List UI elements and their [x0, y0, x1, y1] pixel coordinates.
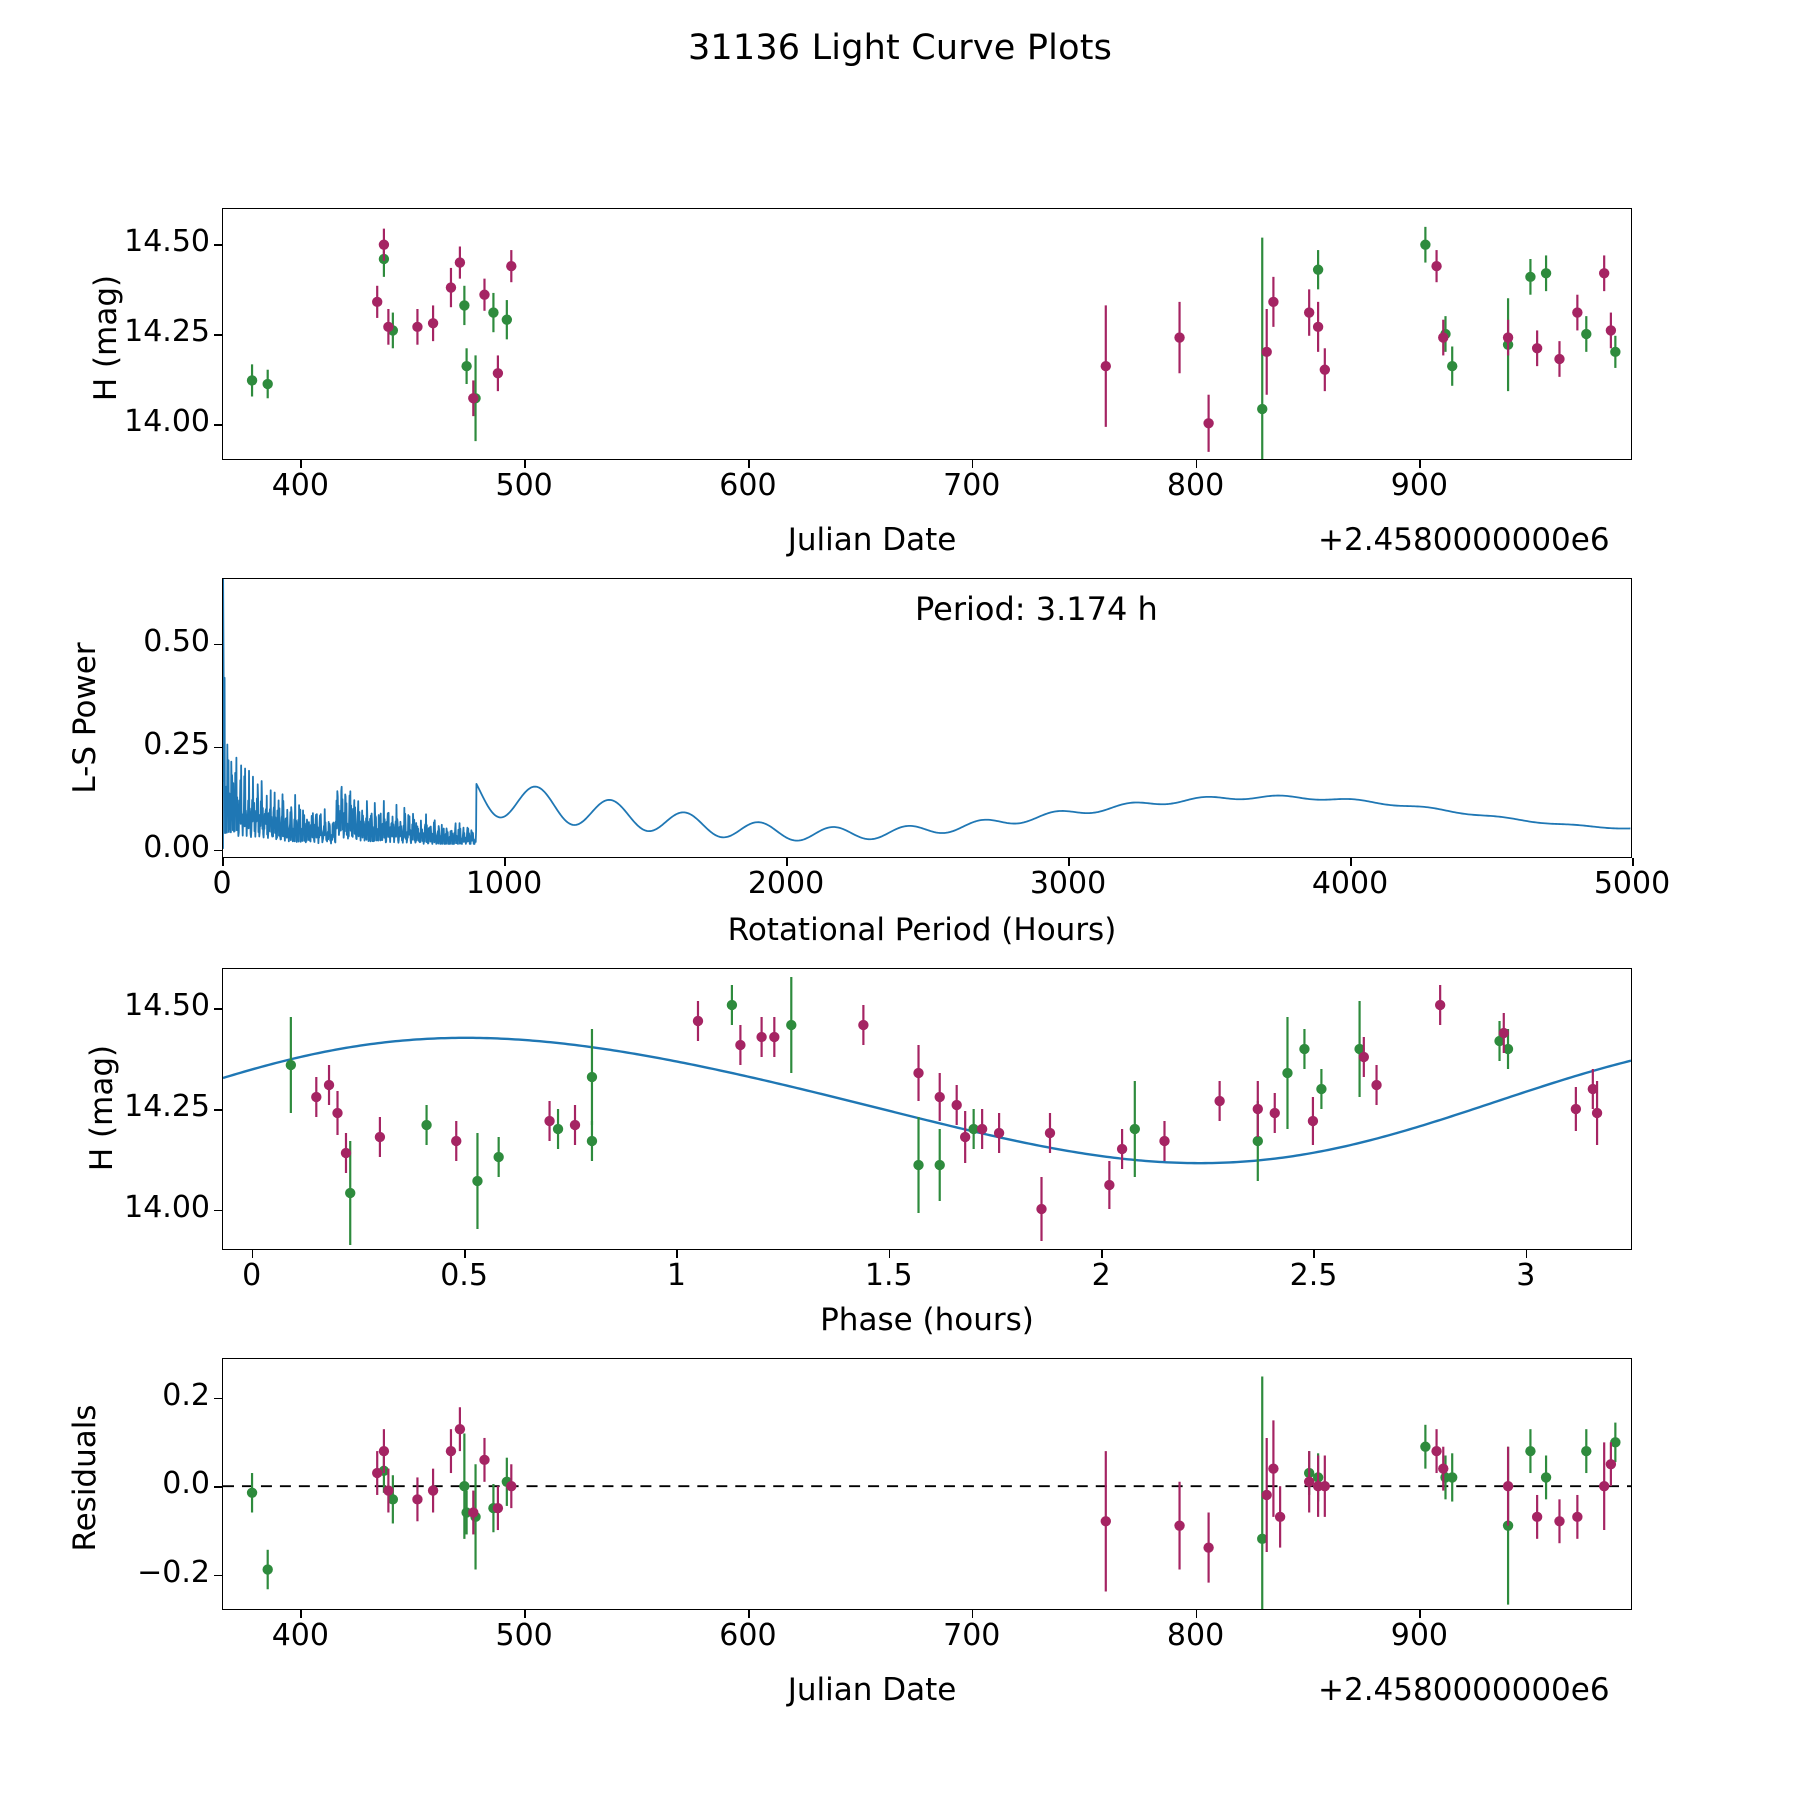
x-tick-label: 0.5: [440, 1258, 488, 1293]
phase-folded-plot-area: [223, 969, 1631, 1249]
lightcurve-panel: [222, 208, 1632, 460]
x-tick-mark: [972, 460, 974, 468]
x-tick-mark: [1196, 1610, 1198, 1618]
x-tick-label: 3: [1516, 1258, 1536, 1293]
x-tick-mark: [222, 858, 224, 866]
x-tick-label: 800: [1166, 1618, 1225, 1653]
phase-folded-panel: [222, 968, 1632, 1250]
y-tick-mark: [214, 334, 222, 336]
x-tick-mark: [1101, 1250, 1103, 1258]
x-tick-mark: [1068, 858, 1070, 866]
residuals-x-offset-label: +2.4580000000e6: [1318, 1672, 1610, 1708]
x-tick-mark: [1632, 858, 1634, 866]
y-tick-label: 0.2: [162, 1377, 210, 1413]
x-tick-label: 2: [1091, 1258, 1111, 1293]
x-tick-label: 900: [1390, 1618, 1448, 1653]
y-tick-label: 14.25: [124, 314, 210, 349]
x-tick-mark: [300, 1610, 302, 1618]
x-tick-label: 5000: [1593, 866, 1671, 901]
y-tick-label: −0.2: [137, 1554, 210, 1590]
phase-folded-data-layer: [223, 969, 1631, 1249]
y-tick-label: 0.00: [143, 829, 210, 865]
periodogram-y-axis-label: L-S Power: [67, 642, 103, 794]
y-tick-mark: [214, 424, 222, 426]
lightcurve-x-axis-label: Julian Date: [787, 522, 957, 558]
lightcurve-y-axis-label: H (mag): [88, 274, 124, 402]
y-tick-label: 14.00: [124, 404, 210, 439]
x-tick-mark: [1313, 1250, 1315, 1258]
x-tick-mark: [252, 1250, 254, 1258]
y-tick-label: 0.0: [162, 1466, 210, 1502]
y-tick-mark: [214, 850, 222, 852]
x-tick-mark: [786, 858, 788, 866]
residuals-y-axis-label: Residuals: [67, 1404, 103, 1552]
x-tick-label: 1000: [465, 866, 543, 901]
y-tick-mark: [214, 1486, 222, 1488]
phase-folded-y-axis-label: H (mag): [84, 1044, 120, 1172]
x-tick-mark: [889, 1250, 891, 1258]
x-tick-label: 0: [242, 1258, 262, 1293]
x-tick-mark: [972, 1610, 974, 1618]
x-tick-mark: [1419, 1610, 1421, 1618]
x-tick-label: 600: [719, 468, 777, 503]
page-title: 31136 Light Curve Plots: [687, 28, 1113, 68]
x-tick-label: 4000: [1311, 866, 1389, 901]
y-tick-mark: [214, 1398, 222, 1400]
y-tick-label: 14.50: [124, 224, 210, 259]
x-tick-label: 700: [943, 1618, 1001, 1653]
residuals-data-layer: [223, 1359, 1631, 1609]
x-tick-label: 700: [943, 468, 1001, 503]
x-tick-mark: [748, 460, 750, 468]
x-tick-label: 600: [719, 1618, 777, 1653]
period-annotation: Period: 3.174 h: [915, 590, 1158, 628]
y-tick-mark: [214, 244, 222, 246]
x-tick-mark: [1350, 858, 1352, 866]
y-tick-mark: [214, 1008, 222, 1010]
residuals-panel: [222, 1358, 1632, 1610]
lightcurve-data-layer: [223, 209, 1631, 459]
x-tick-label: 0: [212, 866, 232, 901]
y-tick-label: 14.00: [124, 1189, 210, 1225]
x-tick-mark: [1526, 1250, 1528, 1258]
lightcurve-plot-area: [223, 209, 1631, 459]
x-tick-mark: [524, 1610, 526, 1618]
x-tick-mark: [464, 1250, 466, 1258]
x-tick-mark: [504, 858, 506, 866]
y-tick-label: 0.50: [143, 623, 210, 659]
x-tick-mark: [748, 1610, 750, 1618]
y-tick-mark: [214, 1109, 222, 1111]
periodogram-x-axis-label: Rotational Period (Hours): [727, 912, 1117, 948]
x-tick-mark: [1196, 460, 1198, 468]
x-tick-label: 500: [495, 468, 553, 503]
x-tick-label: 400: [271, 1618, 329, 1653]
y-tick-mark: [214, 1210, 222, 1212]
phase-folded-x-axis-label: Phase (hours): [820, 1302, 1034, 1338]
x-tick-label: 2000: [747, 866, 825, 901]
x-tick-label: 900: [1390, 468, 1448, 503]
x-tick-label: 1.5: [864, 1258, 913, 1293]
y-tick-label: 14.25: [124, 1089, 210, 1124]
y-tick-label: 14.50: [124, 988, 210, 1024]
x-tick-label: 1: [666, 1258, 686, 1293]
lightcurve-x-offset-label: +2.4580000000e6: [1318, 522, 1610, 558]
y-tick-label: 0.25: [143, 726, 210, 762]
x-tick-label: 3000: [1029, 866, 1107, 901]
y-tick-mark: [214, 1575, 222, 1577]
y-tick-mark: [214, 747, 222, 749]
x-tick-mark: [676, 1250, 678, 1258]
residuals-x-axis-label: Julian Date: [787, 1672, 957, 1708]
x-tick-label: 400: [271, 468, 329, 503]
x-tick-label: 800: [1166, 468, 1225, 503]
x-tick-mark: [300, 460, 302, 468]
y-tick-mark: [214, 644, 222, 646]
x-tick-label: 2.5: [1289, 1258, 1338, 1293]
residuals-plot-area: [223, 1359, 1631, 1609]
x-tick-mark: [524, 460, 526, 468]
x-tick-mark: [1419, 460, 1421, 468]
x-tick-label: 500: [495, 1618, 553, 1653]
